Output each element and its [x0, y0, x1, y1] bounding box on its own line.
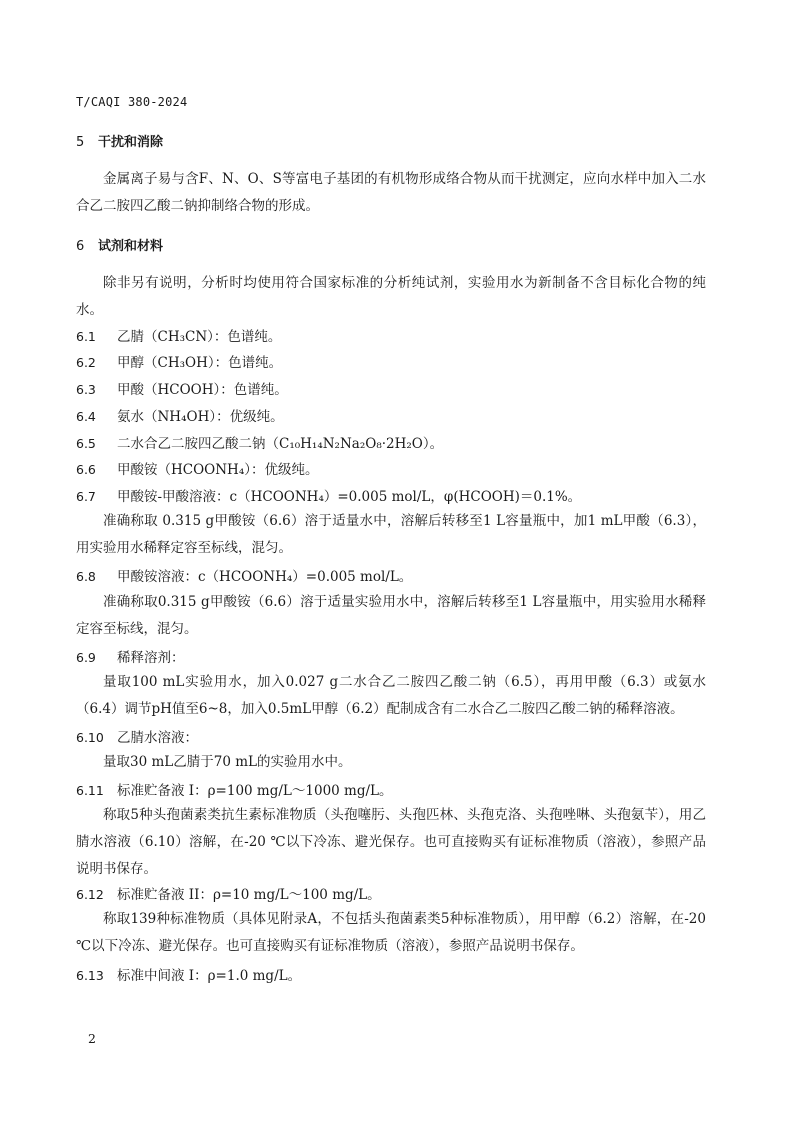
- item-text: 稀释溶剂：: [117, 650, 185, 666]
- section-6-paragraph: 除非另有说明，分析时均使用符合国家标准的分析纯试剂，实验用水为新制备不含目标化合物的纯水。: [76, 275, 706, 318]
- list-item-6-5: [76, 434, 706, 454]
- section-5-paragraph: 金属离子易与含F、N、O、S等富电子基团的有机物形成络合物从而干扰测定，应向水样中加入二水合乙二胺四乙酸二钠抑制络合物的形成。: [76, 171, 706, 214]
- item-text: 乙腈（CH₃CN）：色谱纯。: [117, 329, 282, 345]
- list-item-6-12: [76, 885, 706, 905]
- item-text: 乙腈水溶液：: [117, 730, 198, 746]
- item-number: 6.2: [76, 355, 96, 370]
- item-6-8-description: 准确称取0.315 g甲酸铵（6.6）溶于适量实验用水中，溶解后转移至1 L容量瓶中，用实验用水稀释定容至标线，混匀。: [76, 594, 706, 637]
- item-text: 甲酸铵（HCOONH₄）：优级纯。: [117, 462, 319, 478]
- item-text: 甲酸（HCOOH）：色谱纯。: [117, 382, 288, 398]
- list-item-6-8: [76, 567, 706, 587]
- list-item-6-3: [76, 380, 706, 400]
- list-item-6-11: [76, 781, 706, 801]
- list-item-6-10: [76, 728, 706, 748]
- item-number: 6.9: [76, 650, 96, 665]
- item-6-10-description: 量取30 mL乙腈于70 mL的实验用水中。: [103, 754, 352, 770]
- list-item-6-13: [76, 966, 706, 986]
- item-number: 6.8: [76, 569, 96, 584]
- item-text: 甲酸铵溶液：c（HCOONH₄）=0.005 mol/L。: [117, 569, 413, 585]
- item-number: 6.3: [76, 382, 96, 397]
- item-6-7-description: 准确称取 0.315 g甲酸铵（6.6）溶于适量水中，溶解后转移至1 L容量瓶中，加1 mL甲酸（6.3），用实验用水稀释定容至标线，混匀。: [76, 513, 706, 556]
- section-number: 5: [76, 135, 85, 150]
- list-item-6-7: [76, 487, 706, 507]
- section-6-heading: [76, 235, 163, 254]
- section-number: 6: [76, 239, 85, 254]
- item-text: 二水合乙二胺四乙酸二钠（C₁₀H₁₄N₂Na₂O₈·2H₂O）。: [117, 436, 444, 452]
- item-text: 标准贮备液 I：ρ=100 mg/L～1000 mg/L。: [117, 783, 393, 799]
- item-6-12-description: 称取139种标准物质（具体见附录A，不包括头孢菌素类5种标准物质），用甲醇（6.2）溶解，在-20 ℃以下冷冻、避光保存。也可直接购买有证标准物质（溶液），参照产品说明书保存。: [76, 911, 706, 954]
- item-number: 6.11: [76, 783, 104, 798]
- item-number: 6.5: [76, 436, 96, 451]
- list-item-6-4: [76, 407, 706, 427]
- item-text: 氨水（NH₄OH）：优级纯。: [117, 409, 284, 425]
- item-6-9-description: 量取100 mL实验用水，加入0.027 g二水合乙二胺四乙酸二钠（6.5），再用甲酸（6.3）或氨水（6.4）调节pH值至6~8，加入0.5mL甲醇（6.2）配制成含有二水合乙二胺四乙酸二钠的稀释溶液。: [76, 674, 706, 717]
- section-title: 干扰和消除: [98, 135, 164, 150]
- item-text: 甲酸铵-甲酸溶液：c（HCOONH₄）=0.005 mol/L，φ(HCOOH)＝0.1%。: [117, 489, 582, 505]
- list-item-6-1: [76, 327, 706, 347]
- item-number: 6.12: [76, 887, 104, 902]
- list-item-6-6: [76, 460, 706, 480]
- page-number: 2: [88, 1031, 96, 1046]
- section-5-heading: [76, 131, 163, 150]
- section-title: 试剂和材料: [98, 239, 164, 254]
- item-number: 6.6: [76, 462, 96, 477]
- list-item-6-9: [76, 648, 706, 668]
- document-code: T/CAQI 380-2024: [76, 95, 188, 109]
- item-number: 6.7: [76, 489, 96, 504]
- item-number: 6.4: [76, 409, 96, 424]
- item-6-11-description: 称取5种头孢菌素类抗生素标准物质（头孢噻肟、头孢匹林、头孢克洛、头孢唑啉、头孢氨苄），用乙腈水溶液（6.10）溶解，在-20 ℃以下冷冻、避光保存。也可直接购买有证标准物质（溶液），参照产品说明书保存。: [76, 807, 706, 877]
- list-item-6-2: [76, 353, 706, 373]
- item-number: 6.10: [76, 730, 104, 745]
- item-number: 6.1: [76, 329, 96, 344]
- item-number: 6.13: [76, 968, 104, 983]
- item-text: 标准贮备液 II：ρ=10 mg/L～100 mg/L。: [117, 887, 381, 903]
- item-text: 甲醇（CH₃OH）：色谱纯。: [117, 355, 283, 371]
- item-text: 标准中间液 I：ρ=1.0 mg/L。: [117, 968, 302, 984]
